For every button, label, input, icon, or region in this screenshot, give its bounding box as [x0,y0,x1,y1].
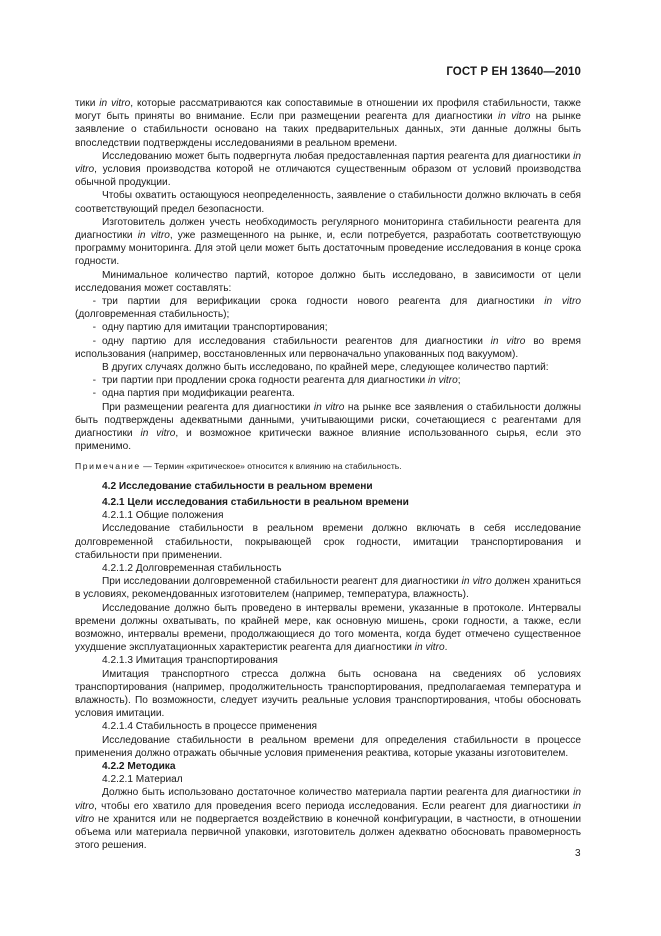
paragraph: В других случаях должно быть исследовано, по крайней мере, следующее количество партий: [102,362,549,374]
list-item: - три партии при продлении срока годности реагента для диагностики in vitro; [92,375,461,387]
paragraph: Исследование должно быть проведено в интервалы времени, указанные в протоколе. Интервалы времени должны охватывать, по крайней мере, как основную мишень, сроки годности, а также, если возможно, интервалы времени, продолжающиеся до того момента, когда будет отмечено существенное ухудшение эксплуатационных характеристик реагента для диагностики in vitro. [75,602,581,654]
list-item: - одну партию для имитации транспортирования; [92,322,328,334]
paragraph: Минимальное количество партий, которое должно быть исследовано, в зависимости от цели исследования может составлять: [75,269,581,294]
clause-heading: 4.2.1.3 Имитация транспортирования [102,655,278,667]
paragraph: тики in vitro, которые рассматриваются как сопоставимые в отношении их профиля стабильности, также могут быть приняты во внимание. Если при размещении реагента для диагностики in vitro на рынке заявление о стабильности основано на таких предварительных данных, эти данные должны быть впоследствии подтверждены исследованиями в реальном времени. [75,98,581,149]
clause-heading: 4.2.2.1 Материал [102,774,183,786]
note-label: Примечание [75,461,141,472]
clause-heading: 4.2.1.4 Стабильность в процессе применения [102,721,318,733]
page-number: 3 [575,848,581,859]
note: Примечание — Термин «критическое» относится к влиянию на стабильность. [75,461,402,472]
document-code: ГОСТ Р ЕН 13640—2010 [446,66,581,78]
list-item: - три партии для верификации срока годности нового реагента для диагностики in vitro (долговременная стабильность); [75,296,581,321]
paragraph: Исследованию может быть подвергнута любая предоставленная партия реагента для диагностики in vitro, условия производства которой не отличаются существенным образом от условий производства обычной продукции. [75,150,581,189]
subsection-heading: 4.2.2 Методика [102,760,176,772]
paragraph: Чтобы охватить остающуюся неопределенность, заявление о стабильности должно включать в себя соответствующий предел безопасности. [75,190,581,215]
section-heading: 4.2 Исследование стабильности в реальном времени [102,480,373,492]
paragraph: Исследование стабильности в реальном времени должно включать в себя исследование долговременной стабильности, покрывающей срок годности, имитации транспортирования и стабильности при применении. [75,523,581,561]
paragraph: Исследование стабильности в реальном времени для определения стабильности в процессе применения должно отражать обычные условия применения реактива, которые указаны изготовителем. [75,734,581,759]
paragraph: Изготовитель должен учесть необходимость регулярного мониторинга стабильности реагента для диагностики in vitro, уже размещенного на рынке, и, если потребуется, разработать соответствующую программу мониторинга. Для этой цели может быть достаточным проведение исследования в конце срока годности. [75,216,581,268]
subsection-heading: 4.2.1 Цели исследования стабильности в реальном времени [102,496,409,508]
list-item: - одну партию для исследования стабильности реагентов для диагностики in vitro во время использования (например, восстановленных или первоначально упакованных под вакуумом). [75,335,581,360]
paragraph: Имитация транспортного стресса должна быть основана на сведениях об условиях транспортирования (например, продолжительность транспортирования, предполагаемая температура и влажность). По возможности, следует изучить реальные условия транспортирования, чтобы обосновать условия имитации. [75,668,581,720]
clause-heading: 4.2.1.2 Долговременная стабильность [102,562,282,574]
paragraph: При исследовании долговременной стабильности реагент для диагностики in vitro должен храниться в условиях, рекомендованных изготовителем (например, температура, влажность). [75,576,581,601]
paragraph: Должно быть использовано достаточное количество материала партии реагента для диагностики in vitro, чтобы его хватило для проведения всего периода исследования. Если реагент для диагностики in vitro не хранится или не подвергается воздействию в конечной конфигурации, в частности, в отношении объема или материала первичной упаковки, изготовитель должен адекватно обосновать правомерность этого решения. [75,787,581,852]
page-body [75,97,581,852]
list-item: - одна партия при модификации реагента. [92,388,295,400]
paragraph: При размещении реагента для диагностики in vitro на рынке все заявления о стабильности должны быть подтверждены адекватными данными, учитывающими риски, сочетающиеся с реагентами для диагностики in vitro, и возможное критически важное влияние использованного сырья, если это применимо. [75,401,582,453]
clause-heading: 4.2.1.1 Общие положения [102,510,224,522]
